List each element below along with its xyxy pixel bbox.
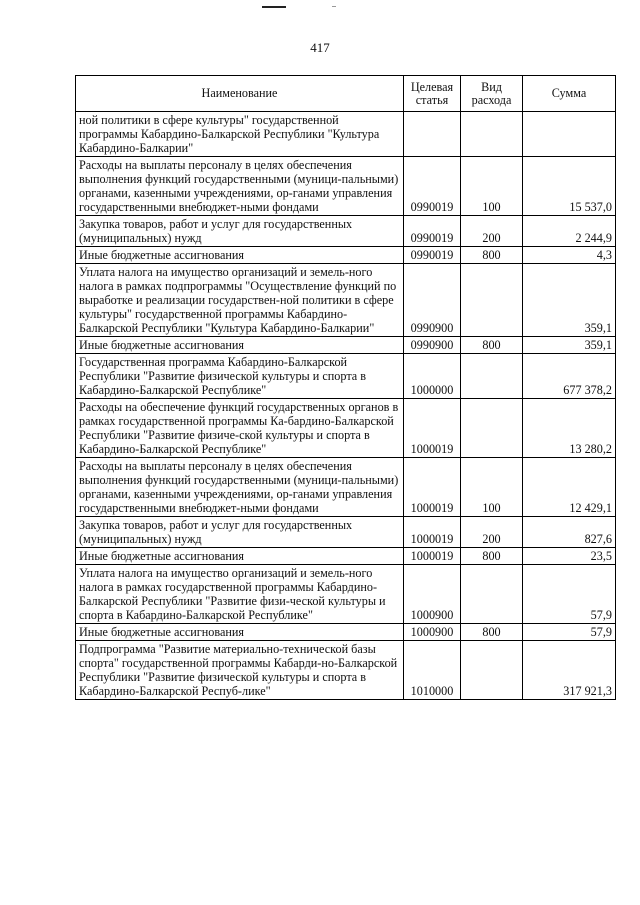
table-row [76,641,616,700]
row-name: Закупка товаров, работ и услуг для государственных (муниципальных) нужд [76,216,404,247]
table-row [76,458,616,517]
row-amount: 12 429,1 [523,458,616,517]
row-target-article: 1000019 [404,548,461,565]
row-expense-type [461,264,523,337]
page-number: 417 [310,40,330,55]
row-amount: 317 921,3 [523,641,616,700]
row-name: Государственная программа Кабардино-Балкарской Республики "Развитие физической культуры и спорта в Кабардино-Балкарской Республике" [76,354,404,399]
header-name: Наименование [76,76,404,112]
scan-mark [332,6,336,7]
row-target-article: 0990019 [404,247,461,264]
row-target-article: 0990900 [404,264,461,337]
row-amount: 4,3 [523,247,616,264]
row-expense-type: 200 [461,216,523,247]
header-expense-type: Вид расхода [461,76,523,112]
row-target-article: 0990019 [404,216,461,247]
table-row [76,624,616,641]
row-target-article: 0990900 [404,337,461,354]
row-amount [523,112,616,157]
row-expense-type: 200 [461,517,523,548]
table-row [76,112,616,157]
row-name: Уплата налога на имущество организаций и земель-ного налога в рамках подпрограммы "Осуществление функций по выработке и реализации государствен-ной политики в сфере культуры" государственной программы Кабардино-Балкарской Республики "Культура Кабардино-Балкарии" [76,264,404,337]
row-name: Иные бюджетные ассигнования [76,247,404,264]
header-target-article: Целевая статья [404,76,461,112]
row-name: Расходы на выплаты персоналу в целях обеспечения выполнения функций государственными (муници-пальными) органами, казенными учреждениями, ор-ганами управления государственными внебюджет-ными фондами [76,458,404,517]
row-amount: 827,6 [523,517,616,548]
header-amount: Сумма [523,76,616,112]
row-target-article: 1000000 [404,354,461,399]
row-name: Иные бюджетные ассигнования [76,337,404,354]
row-expense-type [461,354,523,399]
row-expense-type: 800 [461,624,523,641]
table-row [76,264,616,337]
row-target-article: 1000019 [404,458,461,517]
table-row [76,354,616,399]
row-expense-type: 800 [461,247,523,264]
table-row [76,157,616,216]
row-amount: 57,9 [523,565,616,624]
row-target-article: 0990019 [404,157,461,216]
row-expense-type [461,565,523,624]
table-row [76,517,616,548]
table-body [76,112,616,700]
budget-table [75,75,616,700]
row-amount: 57,9 [523,624,616,641]
table-row [76,247,616,264]
row-amount: 677 378,2 [523,354,616,399]
row-amount: 23,5 [523,548,616,565]
row-amount: 15 537,0 [523,157,616,216]
table-row [76,399,616,458]
row-name: Иные бюджетные ассигнования [76,624,404,641]
row-target-article: 1010000 [404,641,461,700]
table-row [76,337,616,354]
row-target-article: 1000900 [404,624,461,641]
row-name: Закупка товаров, работ и услуг для государственных (муниципальных) нужд [76,517,404,548]
row-name: Расходы на обеспечение функций государственных органов в рамках государственной программы Ка-бардино-Балкарской Республики "Развитие физиче-ской культуры и спорта в Кабардино-Балкарской Республике" [76,399,404,458]
row-target-article [404,112,461,157]
row-expense-type: 100 [461,157,523,216]
table-row [76,548,616,565]
row-target-article: 1000019 [404,399,461,458]
row-amount: 359,1 [523,337,616,354]
row-expense-type [461,641,523,700]
table-row [76,565,616,624]
row-expense-type: 800 [461,337,523,354]
row-expense-type [461,399,523,458]
row-name: ной политики в сфере культуры" государственной программы Кабардино-Балкарской Республики "Культура Кабардино-Балкарии" [76,112,404,157]
row-name: Подпрограмма "Развитие материально-технической базы спорта" государственной программы Кабарди-но-Балкарской Республики "Развитие физической культуры и спорта в Кабардино-Балкарской Респуб-лике" [76,641,404,700]
row-target-article: 1000900 [404,565,461,624]
scan-mark [262,6,286,8]
row-name: Уплата налога на имущество организаций и земель-ного налога в рамках государственной программы Кабардино-Балкарской Республики "Развитие физи-ческой культуры и спорта в Кабардино-Балкарской Республике" [76,565,404,624]
table-row [76,216,616,247]
row-amount: 13 280,2 [523,399,616,458]
row-expense-type: 100 [461,458,523,517]
row-name: Иные бюджетные ассигнования [76,548,404,565]
row-name: Расходы на выплаты персоналу в целях обеспечения выполнения функций государственными (муници-пальными) органами, казенными учреждениями, ор-ганами управления государственными внебюджет-ными фондами [76,157,404,216]
row-expense-type: 800 [461,548,523,565]
row-amount: 359,1 [523,264,616,337]
row-target-article: 1000019 [404,517,461,548]
table-header-row [76,76,616,112]
row-expense-type [461,112,523,157]
row-amount: 2 244,9 [523,216,616,247]
